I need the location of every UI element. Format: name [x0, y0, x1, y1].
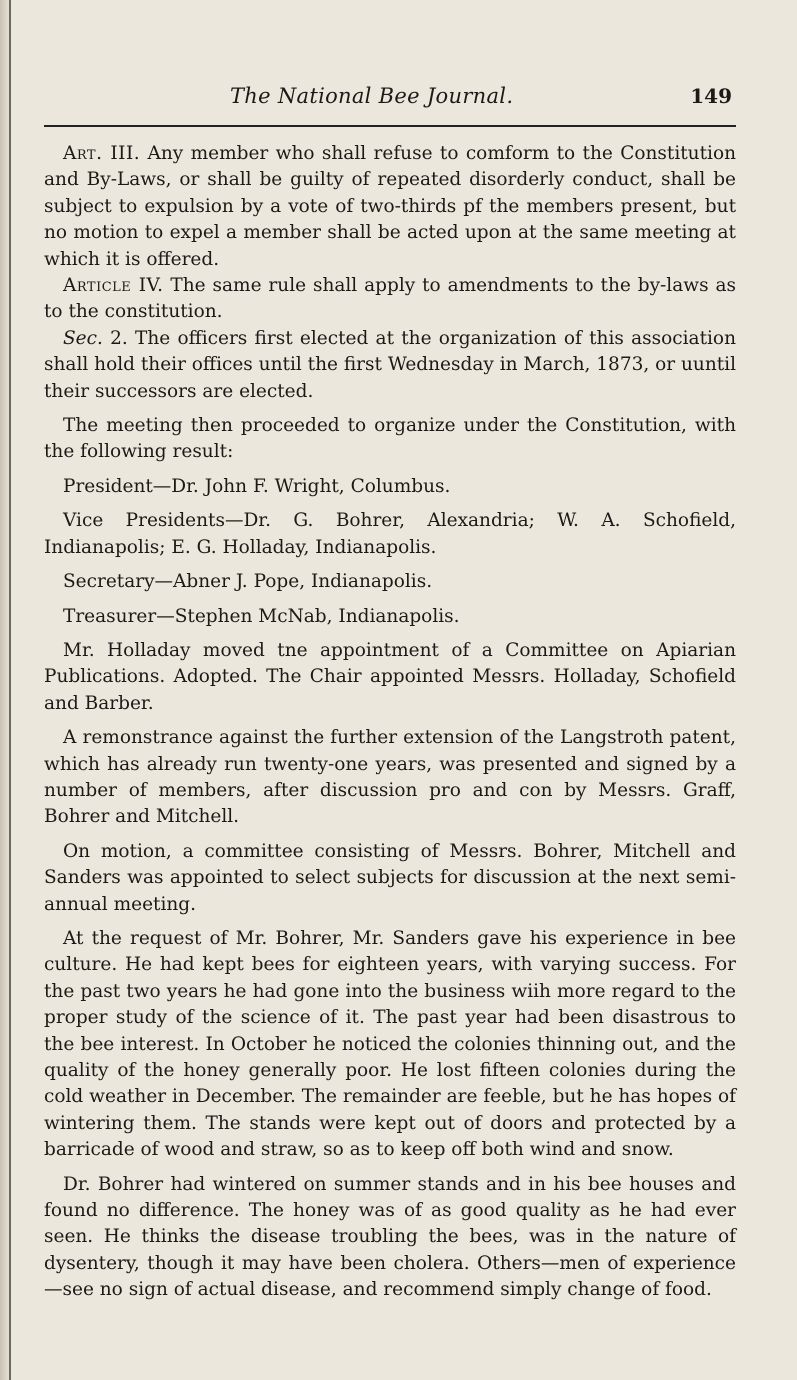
paragraph-sanders-experience: At the request of Mr. Bohrer, Mr. Sanders gave his experience in bee culture. He had kept bees for eighteen years, with varying success. For the past two years he had gone into the business wiih more regard to the proper study of the science of it. The past year had been disastrous to the bee interest. In October he noticed the colonies thinning out, and the quality of the honey generally poor. He lost fifteen colonies during the cold weather in December. The remainder are feeble, but he has hopes of wintering them. The stands were kept out of doors and protected by a barricade of wood and straw, so as to keep off both wind and snow.	[44, 927, 736, 1161]
book-gutter-line	[9, 0, 11, 1380]
page-header	[44, 78, 736, 118]
page-number: 149	[690, 84, 732, 108]
article-4-text: The same rule shall apply to amendments to the by-laws as to the constitution.	[44, 275, 736, 323]
article-4-label: Article IV.	[63, 275, 164, 297]
paragraph-remonstrance: A remonstrance against the further extension of the Langstroth patent, which has already run twenty-one years, was presented and signed by a number of members, after discussion pro and con by Messrs. Graff, Bohrer and Mitchell.	[44, 727, 736, 828]
article-3-text: Any member who shall refuse to comform to the Constitution and By-Laws, or shall be guilty of repeated disorderly conduct, shall be subject to expulsion by a vote of two-thirds pf the members present, but no motion to expel a member shall be acted upon at the same meeting at which it is offered.	[44, 143, 736, 270]
officer-vice-presidents: Vice Presidents—Dr. G. Bohrer, Alexandria; W. A. Schofield, Indianapolis; E. G. Holladay, Indianapolis.	[44, 510, 736, 558]
article-4	[44, 273, 736, 326]
page-body	[44, 141, 736, 1312]
section-2	[44, 326, 736, 405]
article-3	[44, 141, 736, 273]
paragraph-subjects-committee: On motion, a committee consisting of Messrs. Bohrer, Mitchell and Sanders was appointed to select subjects for discussion at the next semi-annual meeting.	[44, 840, 736, 915]
section-2-label: Sec.	[63, 327, 103, 349]
paragraph-bohrer-wintering: Dr. Bohrer had wintered on summer stands and in his bee houses and found no difference. The honey was of as good quality as he had ever seen. He thinks the disease troubling the bees, was in the nature of dysentery, though it may have been cholera. Others—men of experience—see no sign of actual disease, and recommend simply change of food.	[44, 1173, 736, 1301]
running-title: The National Bee Journal.	[230, 84, 514, 108]
officer-president: President—Dr. John F. Wright, Columbus.	[63, 475, 451, 497]
header-rule	[44, 125, 736, 127]
meeting-paragraph: The meeting then proceeded to organize under the Constitution, with the following result:	[44, 415, 736, 463]
section-2-text: 2. The officers first elected at the organization of this association shall hold their offices until the first Wednesday in March, 1873, or uuntil their successors are elected.	[44, 327, 736, 402]
article-3-label: Art. III.	[63, 143, 141, 164]
paragraph-committee-publications: Mr. Holladay moved tne appointment of a Committee on Apiarian Publications. Adopted. The Chair appointed Messrs. Holladay, Schofield and Barber.	[44, 639, 736, 714]
officer-secretary: Secretary—Abner J. Pope, Indianapolis.	[63, 571, 433, 593]
officer-treasurer: Treasurer—Stephen McNab, Indianapolis.	[63, 605, 460, 627]
